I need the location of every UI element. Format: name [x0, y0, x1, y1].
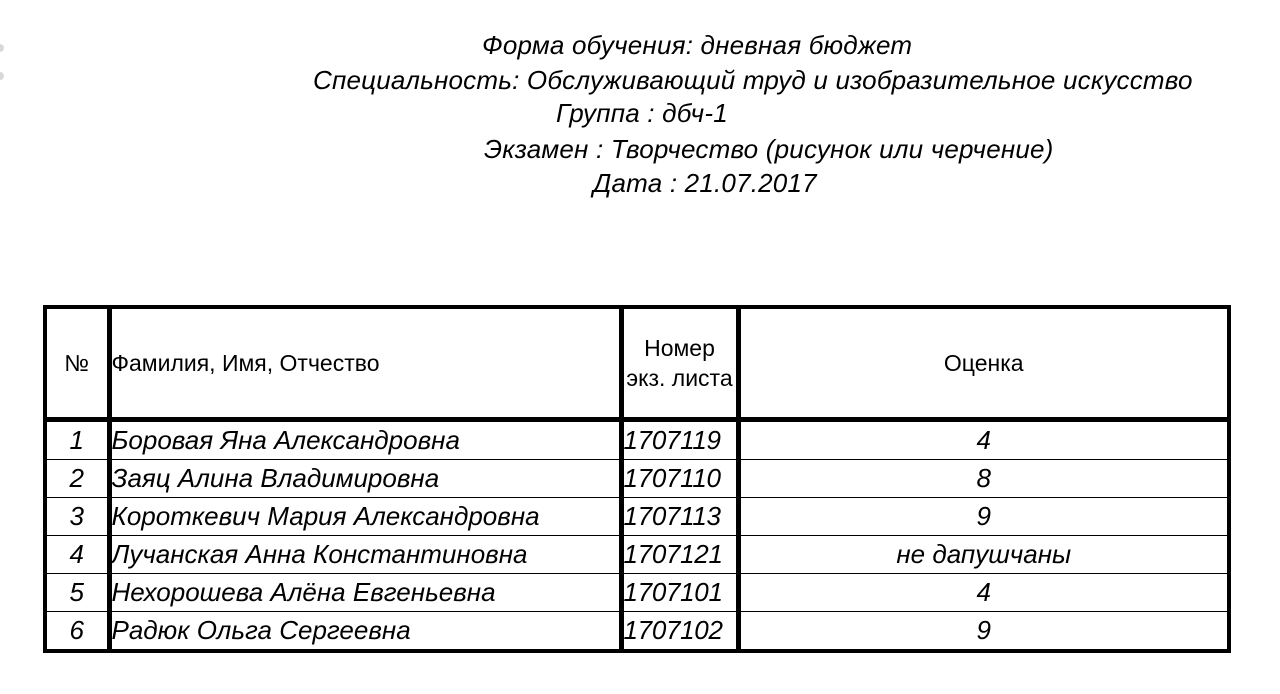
student-name: Короткевич Мария Александровна	[109, 498, 621, 536]
student-name: Нехорошева Алёна Евгеньевна	[109, 574, 621, 612]
table-header-row	[45, 307, 1229, 420]
group-line: Группа : дбч-1	[556, 98, 728, 128]
row-number: 3	[45, 498, 109, 536]
exam-sheet-number: 1707102	[621, 612, 738, 652]
grade-value: 9	[976, 615, 991, 645]
grades-table	[43, 305, 1231, 653]
row-number: 5	[45, 574, 109, 612]
exam-sheet-number: 1707121	[621, 536, 738, 574]
grade-value: 4	[738, 420, 1229, 460]
row-number: 2	[45, 460, 109, 498]
study-form-line: Форма обучения: дневная бюджет	[482, 30, 913, 60]
column-header-grade: Оценка	[738, 307, 1229, 420]
row-number: 1	[45, 420, 109, 460]
table-row	[45, 536, 1229, 574]
column-header-sheet	[621, 307, 738, 420]
scan-edge-mark	[0, 72, 4, 80]
row-number: 4	[45, 536, 109, 574]
student-name: Лучанская Анна Константиновна	[109, 536, 621, 574]
exam-sheet-number: 1707101	[621, 574, 738, 612]
student-name: Заяц Алина Владимировна	[109, 460, 621, 498]
table-row	[45, 612, 1229, 652]
scan-edge-mark	[0, 44, 4, 52]
table-row	[45, 498, 1229, 536]
specialty-line: Специальность: Обслуживающий труд и изобразительное искусство	[313, 65, 1193, 95]
column-header-name: Фамилия, Имя, Отчество	[109, 307, 621, 420]
student-name: Радюк Ольга Сергеевна	[109, 612, 621, 652]
table-row	[45, 574, 1229, 612]
row-number: 6	[45, 612, 109, 652]
exam-sheet-number: 1707113	[621, 498, 738, 536]
date-line: Дата : 21.07.2017	[593, 168, 817, 198]
exam-line: Экзамен : Творчество (рисунок или черчение)	[484, 134, 1054, 164]
exam-sheet-number: 1707110	[621, 460, 738, 498]
grade-value: 8	[738, 460, 1229, 498]
table-row	[45, 420, 1229, 460]
column-header-sheet-line2: экз. листа	[626, 365, 733, 391]
column-header-sheet-line1: Номер	[644, 335, 715, 361]
grade-value: не дапушчаны	[738, 536, 1229, 574]
column-header-number: №	[45, 307, 109, 420]
exam-sheet-number: 1707119	[621, 420, 738, 460]
grade-value: 9	[738, 498, 1229, 536]
student-name: Боровая Яна Александровна	[109, 420, 621, 460]
grade-value: 4	[738, 574, 1229, 612]
table-row	[45, 460, 1229, 498]
